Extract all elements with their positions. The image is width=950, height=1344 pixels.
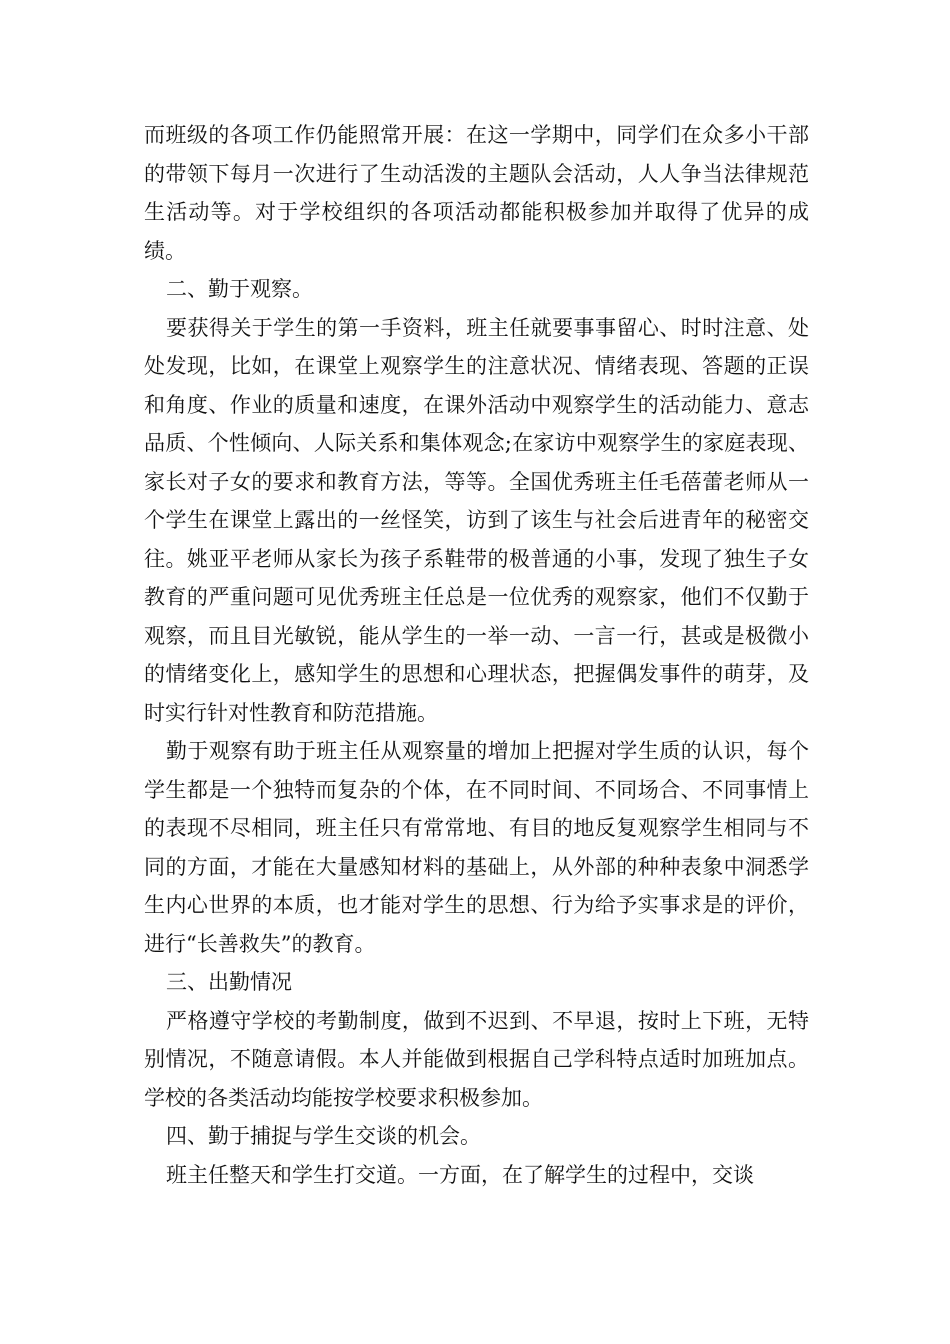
- heading-section-4: 四、勤于捕捉与学生交谈的机会。: [166, 1124, 481, 1148]
- heading-section-3: 三、出勤情况: [166, 970, 292, 994]
- paragraph-1: 而班级的各项工作仍能照常开展：在这一学期中，同学们在众多小干部的带领下每月一次进行了生动活泼的主题队会活动，人人争当法律规范生活动等。对于学校组织的各项活动都能积极参加并取得了优异的成绩。: [144, 123, 809, 263]
- paragraph-3: 勤于观察有助于班主任从观察量的增加上把握对学生质的认识，每个学生都是一个独特而复杂的个体，在不同时间、不同场合、不同事情上的表现不尽相同，班主任只有常常地、有目的地反复观察学生相同与不同的方面，才能在大量感知材料的基础上，从外部的种种表象中洞悉学生内心世界的本质，也才能对学生的思想、行为给予实事求是的评价，进行“长善救失”的教育。: [144, 739, 809, 956]
- paragraph-5: 班主任整天和学生打交道。一方面，在了解学生的过程中，交谈: [166, 1162, 754, 1187]
- paragraph-2: 要获得关于学生的第一手资料，班主任就要事事留心、时时注意、处处发现，比如，在课堂上观察学生的注意状况、情绪表现、答题的正误和角度、作业的质量和速度，在课外活动中观察学生的活动能力、意志品质、个性倾向、人际关系和集体观念;在家访中观察学生的家庭表现、家长对子女的要求和教育方法，等等。全国优秀班主任毛蓓蕾老师从一个学生在课堂上露出的一丝怪笑，访到了该生与社会后进青年的秘密交往。姚亚平老师从家长为孩子系鞋带的极普通的小事，发现了独生子女教育的严重问题可见优秀班主任总是一位优秀的观察家，他们不仅勤于观察，而且目光敏锐，能从学生的一举一动、一言一行，甚或是极微小的情绪变化上，感知学生的思想和心理状态，把握偶发事件的萌芽，及时实行针对性教育和防范措施。: [144, 315, 809, 725]
- paragraph-4: 严格遵守学校的考勤制度，做到不迟到、不早退，按时上下班，无特别情况，不随意请假。本人并能做到根据自己学科特点适时加班加点。学校的各类活动均能按学校要求积极参加。: [144, 1008, 809, 1110]
- heading-section-2: 二、勤于观察。: [166, 277, 313, 301]
- document-page: [144, 116, 809, 1194]
